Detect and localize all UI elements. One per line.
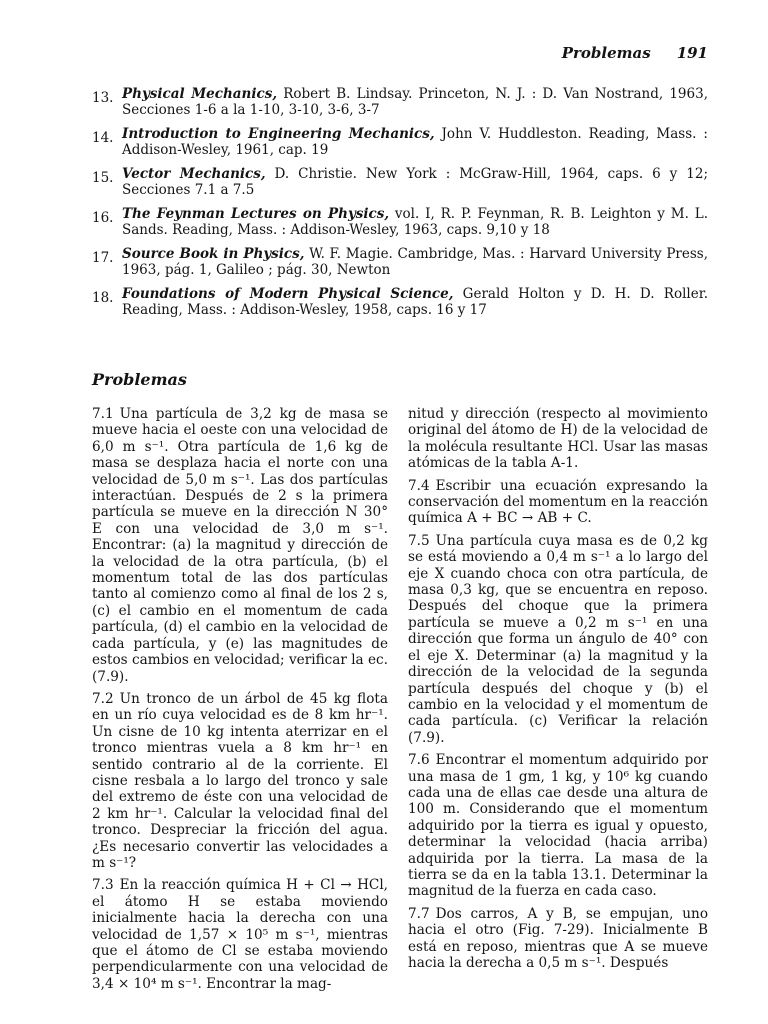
problem-number: 7.4 bbox=[408, 477, 430, 494]
reference-body bbox=[122, 166, 708, 198]
reference-number: 17. bbox=[92, 250, 114, 266]
problem-text: Encontrar el momentum adquirido por una masa de 1 gm, 1 kg, y 10⁶ kg cuando cada una de ellas cae desde una altura de 100 m. Considerando que el momentum adquirido por la tierra es igual y opuesto, determinar la velocidad (hacia arriba) adquirida por la tierra. La masa de la tierra se da en la tabla 13.1. Determinar la magnitud de la fuerza en cada caso. bbox=[408, 752, 708, 900]
reference-body bbox=[122, 206, 708, 238]
reference-details: Robert B. Lindsay. Princeton, N. J. : D. Van Nostrand, 1963, Secciones 1-6 a la 1-10, 3-10, 3-6, 3-7 bbox=[122, 86, 708, 118]
reference-details: John V. Huddleston. Reading, Mass. : Addison-Wesley, 1961, cap. 19 bbox=[122, 126, 708, 158]
problem-text: Una partícula de 3,2 kg de masa se mueve hacia el oeste con una velocidad de 6,0 m s⁻¹. Otra partícula de 1,6 kg de masa se desplaza hacia el norte con una velocidad de 5,0 m s⁻¹. Las dos partículas interactúan. Después de 2 s la primera partícula se mueve en la dirección N 30° E con una velocidad de 3,0 m s⁻¹. Encontrar: (a) la magnitud y dirección de la velocidad de la otra partícula, (b) el momentum total de las dos partículas tanto al comienzo como al final de los 2 s, (c) el cambio en el momentum de cada partícula, (d) el cambio en la velocidad de cada partícula, y (e) las magnitudes de estos cambios en velocidad; verificar la ec. (7.9). bbox=[92, 406, 388, 685]
problem-text: Un tronco de un árbol de 45 kg flota en un río cuya velocidad es de 8 km hr⁻¹. Un cisne de 10 kg intenta aterrizar en el tronco mientras vuela a 8 km hr⁻¹ en sentido contrario al de la corriente. El cisne resbala a lo largo del tronco y sale del extremo de éste con una velocidad de 2 km hr⁻¹. Calcular la velocidad final del tronco. Despreciar la fricción del agua. ¿Es necesario convertir las velocidades a m s⁻¹? bbox=[92, 690, 388, 871]
problem-text: nitud y dirección (respecto al movimiento original del átomo de H) de la velocidad de la molécula resultante HCl. Usar las masas atómicas de la tabla A-1. bbox=[408, 406, 708, 472]
reference-details: vol. I, R. P. Feynman, R. B. Leighton y M. L. Sands. Reading, Mass. : Addison-Wesley, 1963, caps. 9,10 y 18 bbox=[122, 206, 708, 238]
problem-item bbox=[408, 533, 708, 746]
reference-item bbox=[92, 126, 708, 158]
reference-number: 15. bbox=[92, 170, 114, 186]
reference-number: 13. bbox=[92, 90, 114, 106]
reference-title: Foundations of Modern Physical Science, bbox=[122, 286, 454, 302]
problem-item bbox=[408, 752, 708, 900]
problem-number: 7.7 bbox=[408, 905, 430, 922]
reference-item bbox=[92, 246, 708, 278]
problem-text: Dos carros, A y B, se empujan, uno hacia el otro (Fig. 7-29). Inicialmente B está en reposo, mientras que A se mueve hacia la derecha a 0,5 m s⁻¹. Después bbox=[408, 905, 708, 971]
problem-number: 7.3 bbox=[92, 877, 114, 894]
reference-body bbox=[122, 86, 708, 118]
left-column bbox=[92, 406, 388, 998]
reference-number: 16. bbox=[92, 210, 114, 226]
right-column bbox=[408, 406, 708, 977]
reference-body bbox=[122, 246, 708, 278]
references-list bbox=[92, 86, 708, 326]
reference-item bbox=[92, 166, 708, 198]
reference-title: Source Book in Physics, bbox=[122, 246, 305, 262]
problem-number: 7.1 bbox=[92, 406, 114, 422]
reference-body bbox=[122, 286, 708, 318]
reference-title: The Feynman Lectures on Physics, bbox=[122, 206, 390, 222]
reference-item bbox=[92, 286, 708, 318]
reference-number: 18. bbox=[92, 290, 114, 306]
reference-item bbox=[92, 206, 708, 238]
reference-body bbox=[122, 126, 708, 158]
problem-text: En la reacción química H + Cl → HCl, el átomo H se estaba moviendo inicialmente hacia la derecha con una velocidad de 1,57 × 10⁵ m s⁻¹, mientras que el átomo de Cl se estaba moviendo perpendicularmente con una velocidad de 3,4 × 10⁴ m s⁻¹. Encontrar la mag- bbox=[92, 877, 388, 992]
problem-item bbox=[92, 406, 388, 685]
problem-number: 7.2 bbox=[92, 690, 114, 707]
running-header-title: Problemas bbox=[561, 44, 651, 62]
problem-number: 7.6 bbox=[408, 752, 430, 769]
reference-item bbox=[92, 86, 708, 118]
reference-number: 14. bbox=[92, 130, 114, 146]
problem-text: Una partícula cuya masa es de 0,2 kg se está moviendo a 0,4 m s⁻¹ a lo largo del eje X cuando choca con otra partícula, de masa 0,3 kg, que se encuentra en reposo. Después del choque que la primera partícula se mueve a 0,2 m s⁻¹ en una dirección que forma un ángulo de 40° con el eje X. Determinar (a) la magnitud y la dirección de la velocidad de la segunda partícula después del choque y (b) el cambio en la velocidad y el momentum de cada partícula. (c) Verificar la relación (7.9). bbox=[408, 532, 708, 746]
problem-number: 7.5 bbox=[408, 532, 430, 549]
reference-title: Physical Mechanics, bbox=[122, 86, 278, 102]
reference-details: Gerald Holton y D. H. D. Roller. Reading, Mass. : Addison-Wesley, 1958, caps. 16 y 17 bbox=[122, 286, 708, 318]
problem-continuation bbox=[408, 406, 708, 472]
problem-text: Escribir una ecuación expresando la conservación del momentum en la reacción química A + BC → AB + C. bbox=[408, 477, 708, 527]
problem-item bbox=[92, 691, 388, 871]
problem-item bbox=[92, 877, 388, 992]
reference-details: D. Christie. New York : McGraw-Hill, 1964, caps. 6 y 12; Secciones 7.1 a 7.5 bbox=[122, 166, 708, 198]
problem-item bbox=[408, 478, 708, 527]
reference-title: Vector Mechanics, bbox=[122, 166, 266, 182]
problem-item bbox=[408, 906, 708, 972]
page-number: 191 bbox=[676, 44, 708, 62]
section-heading: Problemas bbox=[92, 370, 187, 389]
reference-title: Introduction to Engineering Mechanics, bbox=[122, 126, 435, 142]
reference-details: W. F. Magie. Cambridge, Mas. : Harvard University Press, 1963, pág. 1, Galileo ; pág. 30, Newton bbox=[122, 246, 708, 278]
running-header bbox=[562, 44, 708, 62]
